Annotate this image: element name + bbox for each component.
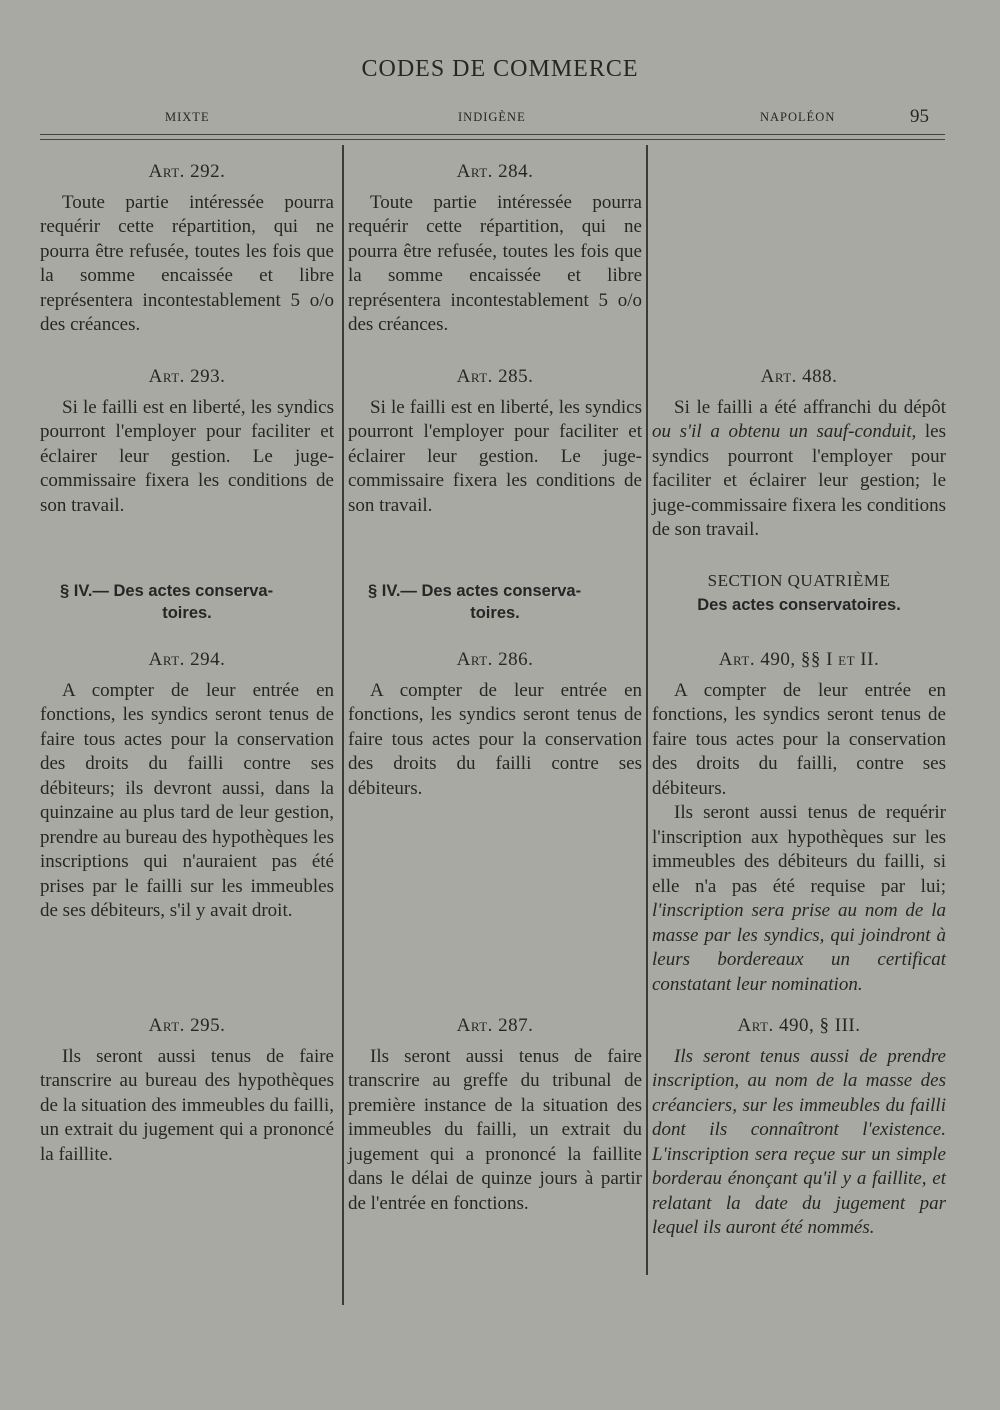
column-divider-left: [342, 145, 344, 1305]
article-title: Art. 285.: [456, 366, 534, 387]
article-text: A compter de leur entrée en fonctions, les syndics seront tenus de faire tous actes pour la conservation des droits du failli, contre ses débiteurs.: [652, 679, 946, 799]
header-rule-bottom: [40, 139, 945, 140]
article-text: Ils seront tenus aussi de prendre inscription, au nom de la masse des créanciers, sur les immeubles du failli dont ils connaîtront l'existence. L'inscription sera reçue sur un simple borderau énonçant qu'il y a faillite, et relatant la date du jugement par lequel ils auront été nommés.: [652, 1045, 946, 1238]
section-heading: § IV.— Des actes conserva- toires.: [368, 582, 582, 622]
article-text: A compter de leur entrée en fonctions, les syndics seront tenus de faire tous actes pour la conservation des droits du failli contre ses débiteurs.: [348, 679, 642, 799]
article-text: Si le failli est en liberté, les syndics pourront l'employer pour faciliter et éclairer leur gestion. Le juge-commissaire fixera les conditions de son travail.: [40, 396, 334, 516]
column-heading-mixte: MIXTE: [165, 110, 210, 124]
article-text: Ils seront aussi tenus de faire transcrire au bureau des hypothèques de la situation des immeubles du failli, un extrait du jugement qui a prononcé la faillite.: [40, 1045, 334, 1165]
article-text: Toute partie intéressée pourra requérir cette répartition, qui ne pourra être refusée, toutes les fois que la somme encaissée et libre représentera incontestablement 5 o/o des créances.: [348, 191, 642, 335]
article-title: Art. 490, § III.: [737, 1015, 861, 1036]
article-text: Ils seront aussi tenus de faire transcrire au greffe du tribunal de première instance de la situation des immeubles du failli, un extrait du jugement qui a prononcé la faillite dans le délai de quinze jours à partir de l'entrée en fonctions.: [348, 1045, 642, 1214]
section-heading: Des actes conservatoires.: [697, 596, 901, 614]
article-title: Art. 287.: [456, 1015, 534, 1036]
column-heading-napoleon: NAPOLÉON: [760, 110, 836, 124]
article-text: Si le failli est en liberté, les syndics pourront l'employer pour faciliter et éclairer leur gestion. Le juge-commissaire fixera les conditions de son travail.: [348, 396, 642, 516]
article-title: Art. 292.: [148, 161, 226, 182]
article-text: Ils seront aussi tenus de requérir l'inscription aux hypothèques sur les immeubles des débiteurs du failli, si elle n'a pas été requise par lui; l'inscription sera prise au nom de la masse par les syndics, qui joindront à leurs bordereaux un certificat constatant leur nomination.: [652, 802, 946, 995]
article-title: Art. 293.: [148, 366, 226, 387]
column-divider-right: [646, 145, 648, 1275]
article-title: Art. 490, §§ I et II.: [718, 649, 880, 670]
section-heading: § IV.— Des actes conserva- toires.: [60, 582, 274, 622]
article-title: Art. 286.: [456, 649, 534, 670]
column-heading-indigene: INDIGÈNE: [458, 110, 526, 124]
article-title: Art. 284.: [456, 161, 534, 182]
article-title: Art. 488.: [760, 366, 838, 387]
article-title: Art. 294.: [148, 649, 226, 670]
article-title: Art. 295.: [148, 1015, 226, 1036]
article-text: A compter de leur entrée en fonctions, les syndics seront tenus de faire tous actes pour la conservation des droits du failli contre ses débiteurs; ils devront aussi, dans la quinzaine au plus tard de leur gestion, prendre au bureau des hypothèques les inscriptions qui n'auraient pas été prises par le failli sur les immeubles de ses débiteurs, s'il y avait droit.: [40, 679, 334, 921]
header-rule-top: [40, 134, 945, 135]
article-text: Si le failli a été affranchi du dépôt ou s'il a obtenu un sauf-conduit, les syndics pourront l'employer pour faciliter et éclairer leur gestion; le juge-commissaire fixera les conditions de son travail.: [652, 396, 947, 540]
article-text: Toute partie intéressée pourra requérir cette répartition, qui ne pourra être refusée, toutes les fois que la somme encaissée et libre représentera incontestablement 5 o/o des créances.: [40, 191, 334, 335]
section-label: SECTION QUATRIÈME: [707, 571, 891, 590]
book-title: CODES DE COMMERCE: [361, 56, 639, 82]
page-number: 95: [910, 106, 929, 127]
